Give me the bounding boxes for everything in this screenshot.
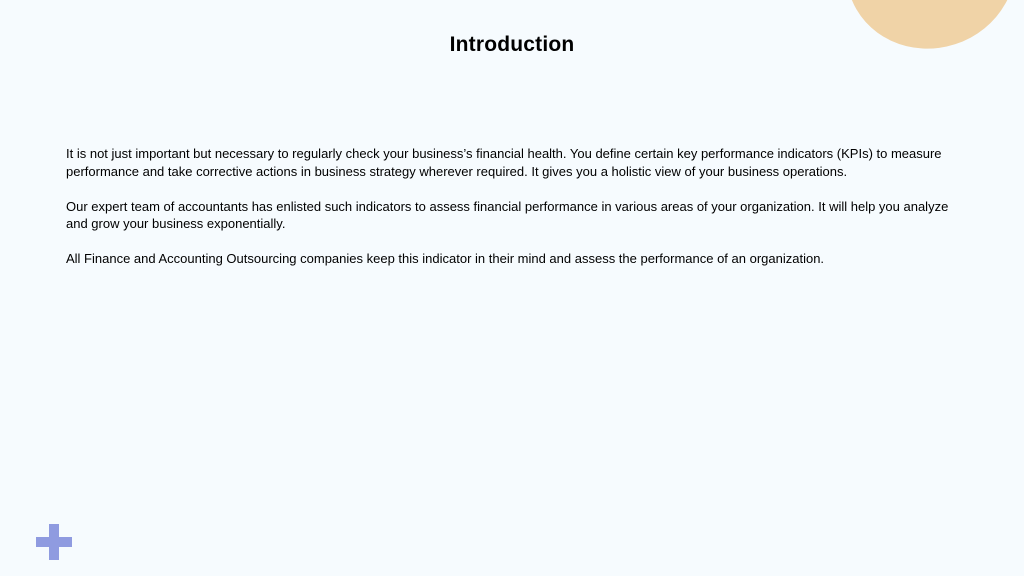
plus-icon: [36, 524, 72, 560]
plus-icon-vertical-bar: [49, 524, 59, 560]
paragraph-3: All Finance and Accounting Outsourcing companies keep this indicator in their mind and assess the performance of an organization.: [66, 251, 825, 266]
intro-text: [66, 145, 956, 285]
paragraph-2: Our expert team of accountants has enlisted such indicators to assess financial performance in various areas of your organization. It will help you analyze and grow your business exponentially.: [66, 198, 949, 231]
paragraph-1: It is not just important but necessary to regularly check your business’s financial health. You define certain key performance indicators (KPIs) to measure performance and take corrective actions in business strategy wherever required. It gives you a holistic view of your business operations.: [66, 146, 942, 179]
page-title: Introduction: [449, 33, 575, 56]
